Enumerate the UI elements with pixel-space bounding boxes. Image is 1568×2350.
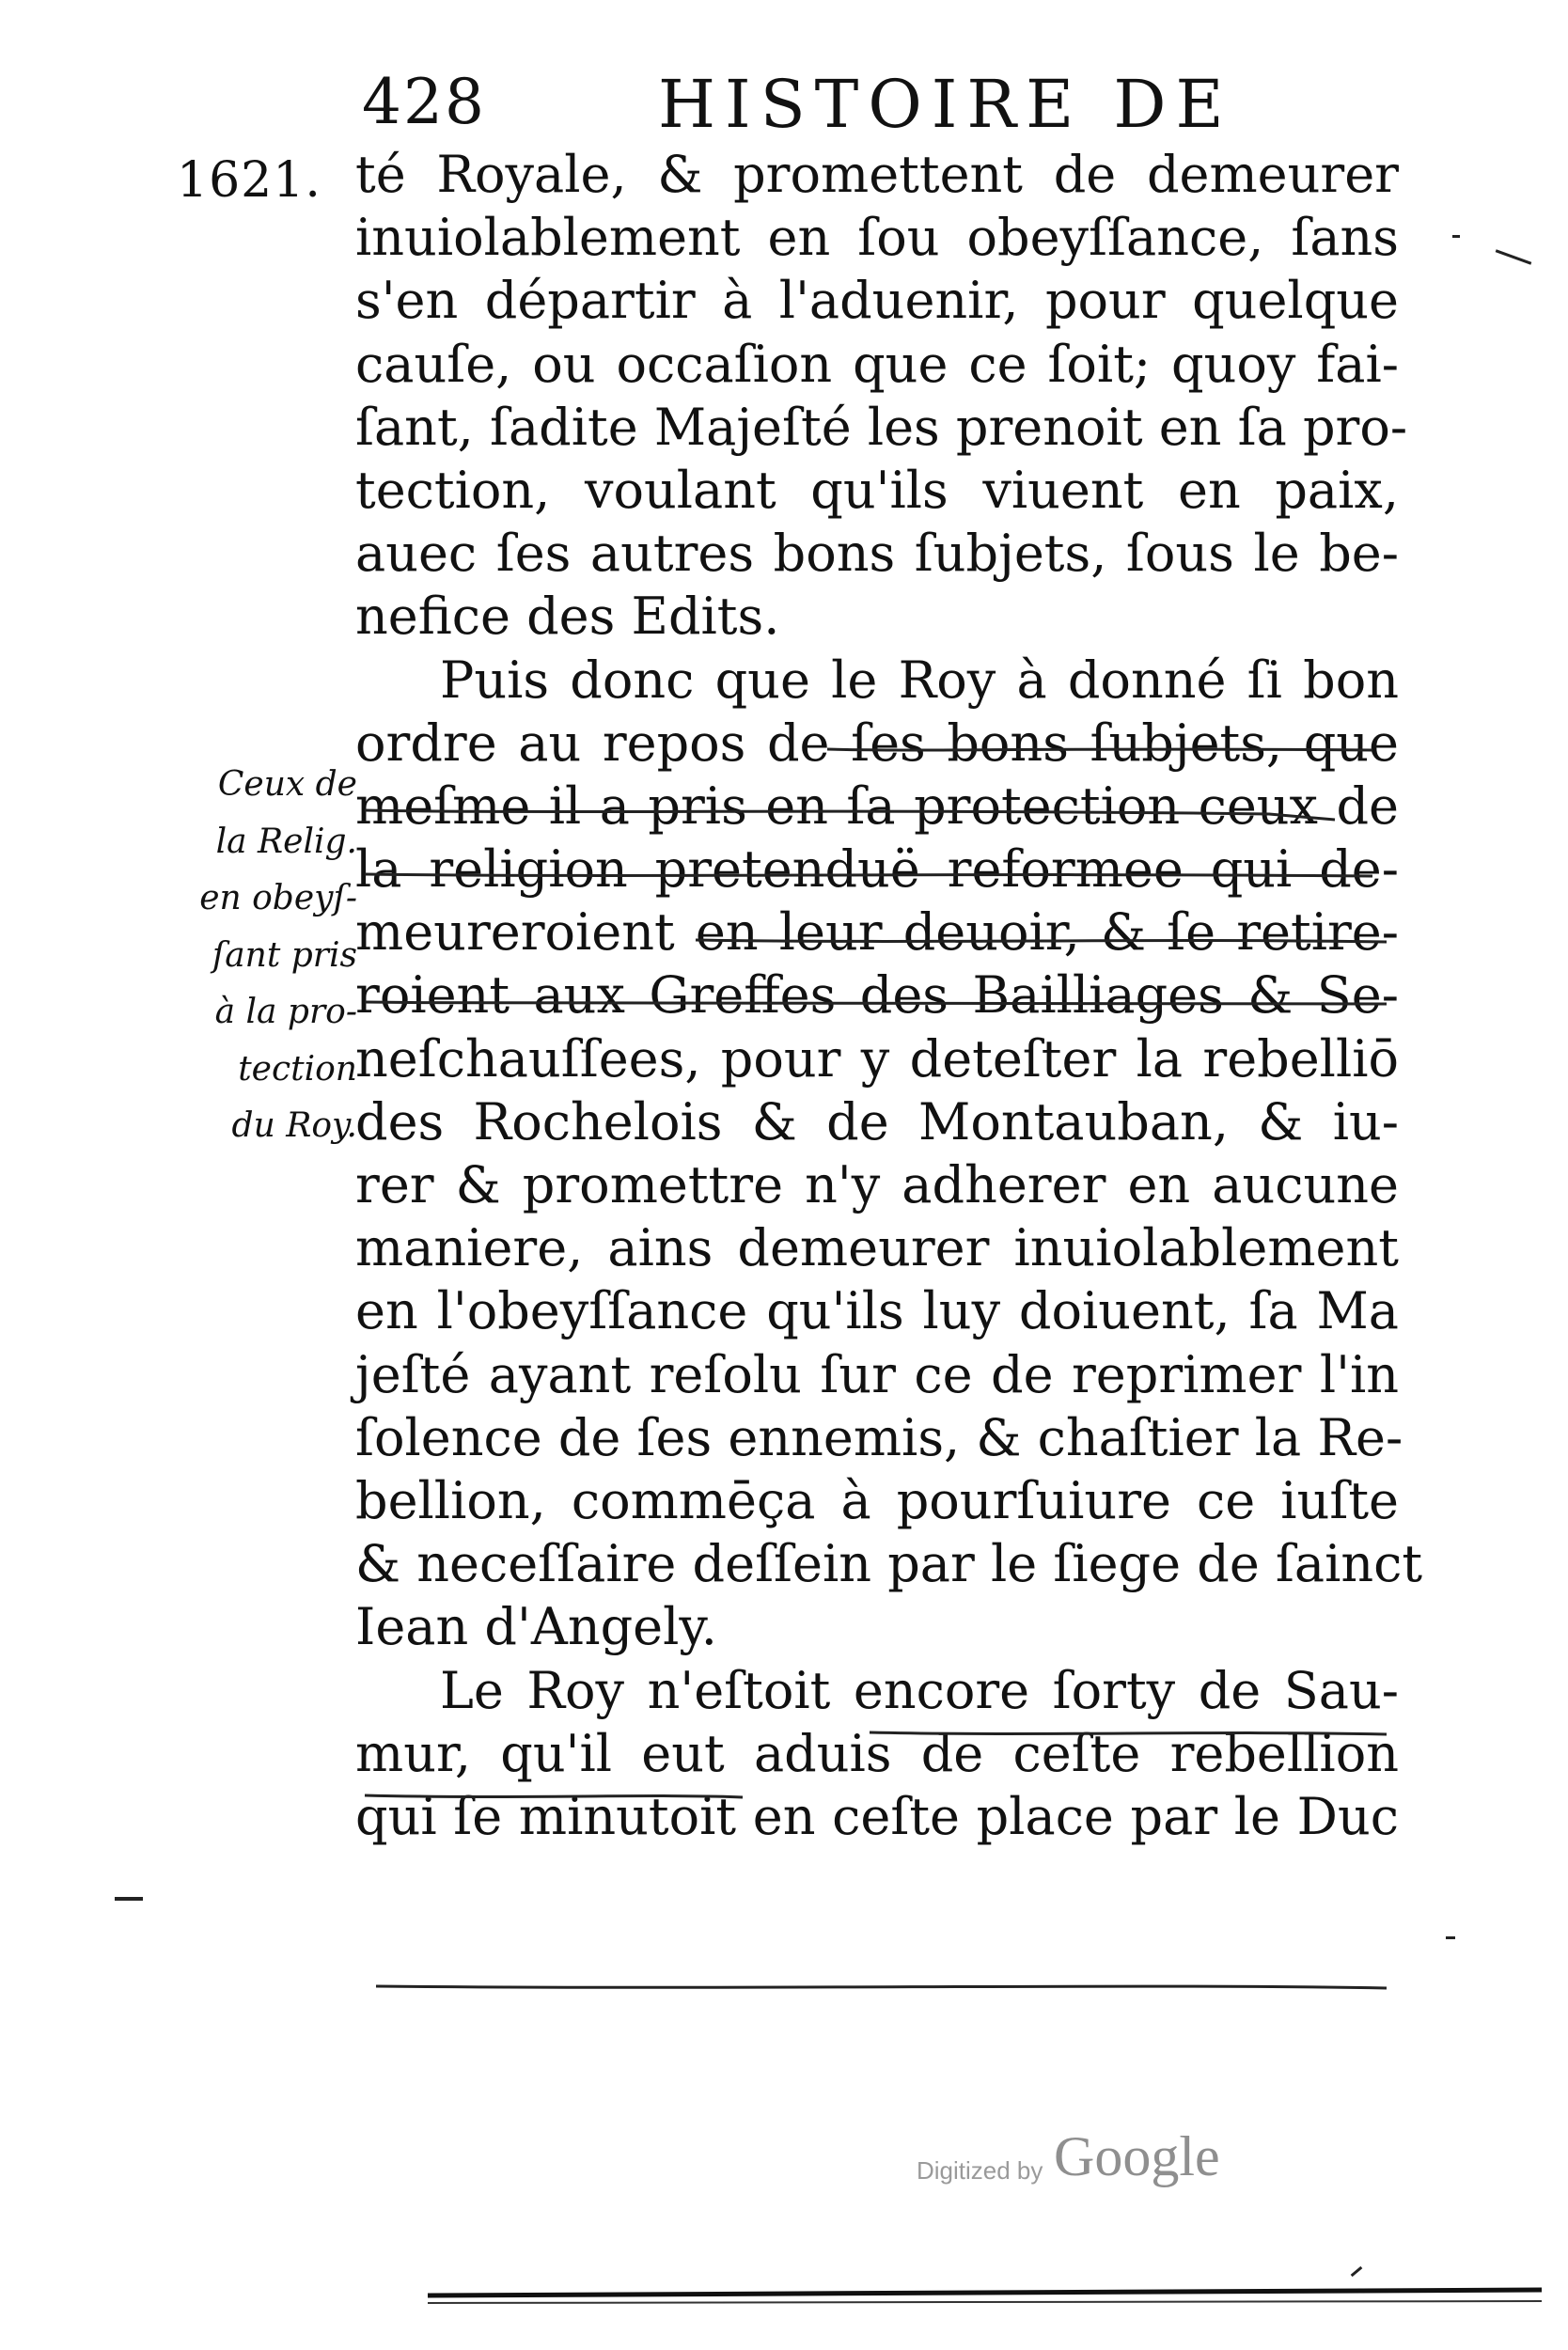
text-line: bellion, commēça à pourſuiure ce iuſte xyxy=(355,1470,1399,1530)
paragraph-start-line: Le Roy n'eſtoit encore ſorty de Sau- xyxy=(440,1660,1399,1720)
text-line: la religion pretenduë reformee qui de- xyxy=(355,839,1399,900)
margin-note-line: tection xyxy=(238,1049,357,1089)
paragraph-start-line: Puis donc que le Roy à donné ſi bon xyxy=(440,650,1399,710)
text-line: ſolence de ſes ennemis, & chaſtier la Re- xyxy=(355,1407,1403,1467)
text-line: nefice des Edits. xyxy=(355,587,780,647)
text-line: roient aux Greffes des Bailliages & Se- xyxy=(355,965,1399,1026)
text-line: des Rochelois & de Montauban, & iu- xyxy=(355,1091,1399,1152)
ink-speck xyxy=(1351,2266,1363,2277)
watermark-prefix: Digitized by xyxy=(917,2156,1043,2185)
google-logo: Google xyxy=(1054,2125,1220,2187)
text-line: inuiolablement en ſou obeyſſance, ſans xyxy=(355,208,1399,268)
margin-note-line: la Relig. xyxy=(215,822,357,861)
text-line: maniere, ains demeurer inuiolablement xyxy=(355,1218,1399,1278)
text-line: en l'obeyſſance qu'ils luy doiuent, ſa Ma xyxy=(355,1281,1399,1341)
ink-speck xyxy=(1452,235,1460,238)
ink-speck xyxy=(1446,1936,1455,1939)
text-line: neſchauſſees, pour y deteſter la rebelliō xyxy=(355,1028,1399,1089)
page-number: 428 xyxy=(362,66,486,138)
text-line: qui ſe minutoit en ceſte place par le Duc xyxy=(355,1786,1399,1846)
text-line: rer & promettre n'y adherer en aucune xyxy=(355,1155,1399,1214)
text-line: té Royale, & promettent de demeurer xyxy=(355,145,1399,204)
text-line: Iean d'Angely. xyxy=(355,1597,717,1657)
underline-mark xyxy=(376,1986,1387,1988)
text-line: cauſe, ou occaſion que ce ſoit; quoy fai- xyxy=(355,334,1399,394)
running-title: HISTOIRE DE xyxy=(658,66,1233,143)
text-line: tection, voulant qu'ils viuent en paix, xyxy=(355,460,1399,520)
text-line: & neceſſaire deſſein par le ſiege de ſainct xyxy=(355,1534,1423,1594)
text-line: auec ſes autres bons ſubjets, ſous le be- xyxy=(355,524,1399,584)
text-line: mur, qu'il eut aduis de ceſte rebellion xyxy=(355,1723,1399,1783)
margin-note-line: du Roy. xyxy=(231,1106,357,1145)
year-marker: 1621. xyxy=(177,152,321,209)
margin-note-line: en obeyſ- xyxy=(199,879,357,917)
ink-speck xyxy=(115,1897,143,1901)
ink-speck xyxy=(1496,249,1532,264)
text-line: ordre au repos de ſes bons ſubjets, que xyxy=(355,713,1399,773)
scan-edge-line xyxy=(428,2277,1542,2309)
text-line: s'en départir à l'aduenir, pour quelque xyxy=(355,271,1399,331)
margin-note-line: ſant pris xyxy=(212,935,357,975)
digitized-watermark xyxy=(917,2124,1255,2200)
text-line: ſant, ſadite Majeſté les prenoit en ſa pro- xyxy=(355,397,1408,457)
text-line: jeſté ayant reſolu ſur ce de reprimer l'in xyxy=(355,1344,1399,1404)
margin-note-line: Ceux de xyxy=(217,765,357,804)
text-line: meureroient en leur deuoir, & ſe retire- xyxy=(355,902,1399,963)
margin-note xyxy=(132,757,357,1155)
text-line: meſme il a pris en ſa protection ceux de xyxy=(355,776,1399,836)
margin-note-line: à la pro- xyxy=(214,993,357,1031)
body-text xyxy=(355,143,1423,1848)
